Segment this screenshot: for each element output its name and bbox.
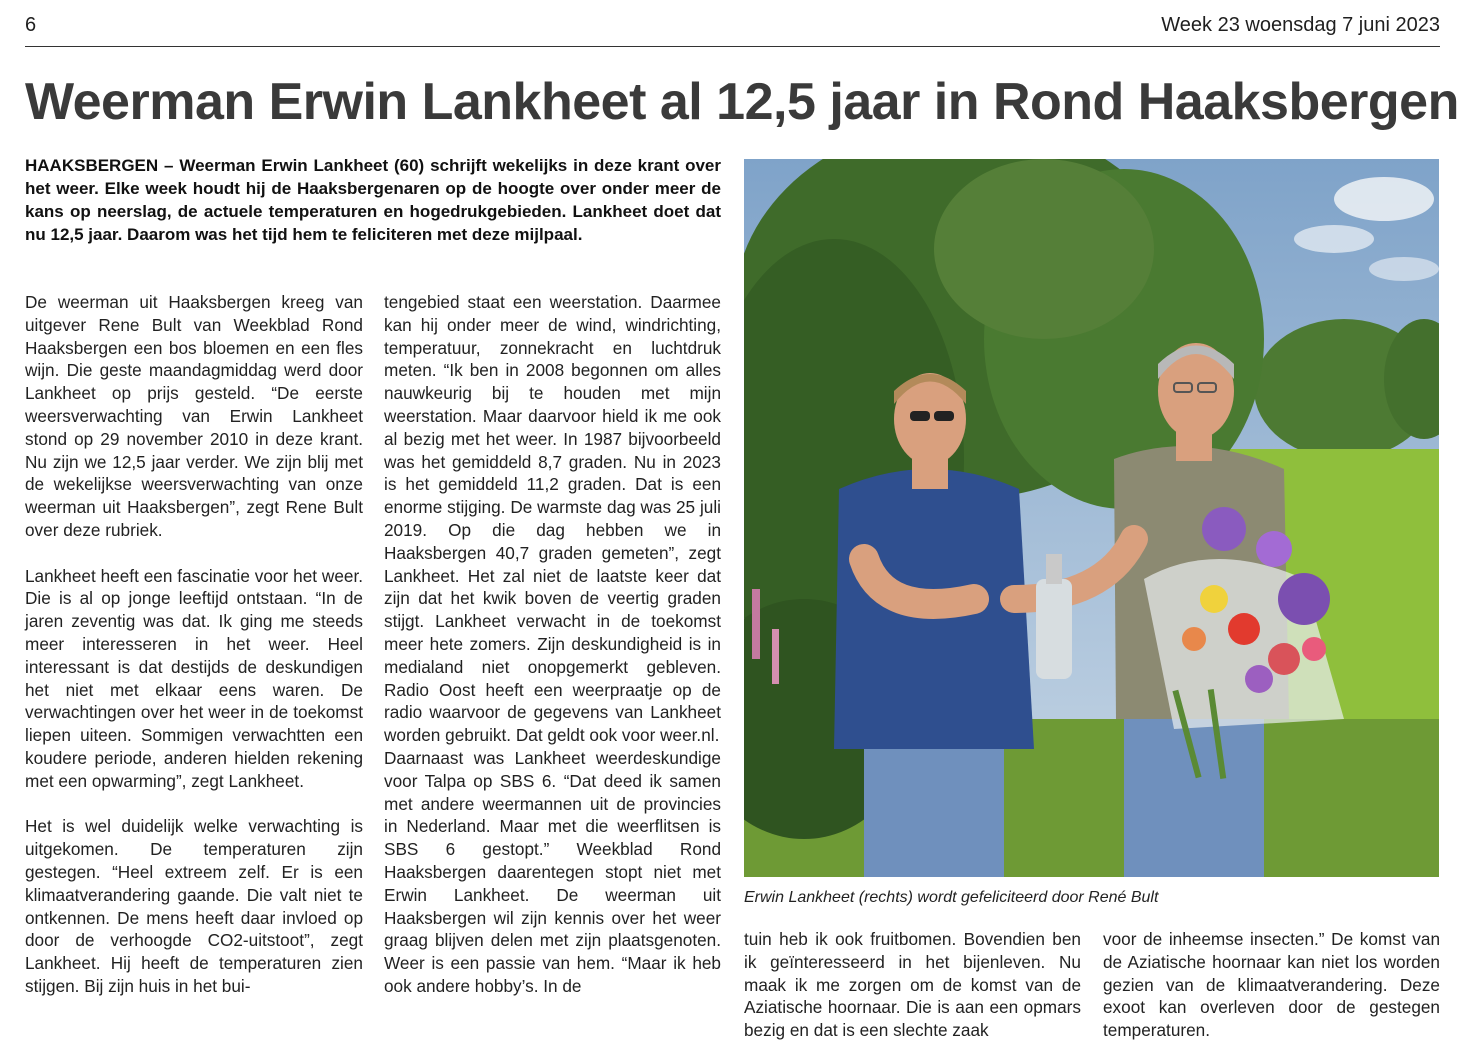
body-column-3 <box>744 928 1081 1042</box>
body-paragraph: Het is wel duidelijk welke verwachting is uitgekomen. De temperaturen zijn gestegen. “Heel extreem zelf. Er is een klimaatverandering gaande. Die valt niet te ontkennen. De mens heeft daar invloed op door de verhoogde CO2-uitstoot”, zegt Lankheet. Hij heeft de temperaturen zien stijgen. Bij zijn huis in het bui- <box>25 816 363 996</box>
lede-dateline: HAAKSBERGEN – <box>25 156 174 175</box>
body-column-1 <box>25 291 363 998</box>
body-paragraph: tengebied staat een weerstation. Daarmee kan hij onder meer de wind, windrichting, temperatuur, zonnekracht en luchtdruk meten. “Ik ben in 2008 begonnen om alles nauwkeurig bij te houden met mijn weerstation. Maar daarvoor hield ik me ook al bezig met het weer. In 1987 bijvoorbeeld was het gemiddeld 8,7 graden. Nu in 2023 is het gemiddeld 11,2 graden. Dat is een enorme stijging. De warmste dag was 25 juli 2019. Op die dag hebben we in Haaksbergen 40,7 graden gemeten”, zegt Lankheet. Het zal niet de laatste keer dat zijn dat het kwik boven de veertig graden stijgt. Lankheet verwacht in de toekomst meer hete zomers. Zijn deskundigheid is in medialand niet onopgemerkt gebleven. Radio Oost heeft een weerpraatje op de radio waarvoor de gegevens van Lankheet worden gebruikt. Dat geldt ook voor weer.nl. <box>384 292 721 746</box>
photo-caption: Erwin Lankheet (rechts) wordt gefeliciteerd door René Bult <box>744 889 1159 906</box>
lede-text: Weerman Erwin Lankheet (60) schrijft wekelijks in deze krant over het weer. Elke week houdt hij de Haaksbergenaren op de hoogte over onder meer de kans op neerslag, de actuele temperaturen en hogedrukgebieden. Lankheet doet dat nu 12,5 jaar. Daarom was het tijd hem te feliciteren met deze mijlpaal. <box>25 156 721 244</box>
photo-illustration <box>744 159 1439 877</box>
body-paragraph: tuin heb ik ook fruitbomen. Bovendien ben ik geïnteresseerd in het bijenleven. Nu maak ik me zorgen om de komst van de Aziatische hoornaar. Die is aan een opmars bezig en dat is een slechte zaak <box>744 929 1081 1041</box>
article-photo <box>744 159 1439 877</box>
page-number: 6 <box>25 14 37 36</box>
issue-date: Week 23 woensdag 7 juni 2023 <box>1161 14 1440 36</box>
article-headline: Weerman Erwin Lankheet al 12,5 jaar in Rond Haaksbergen <box>25 73 1459 131</box>
body-paragraph: Daarnaast was Lankheet weerdeskundige voor Talpa op SBS 6. “Dat deed ik samen met andere weermannen uit de provincies in Nederland. Maar met die weerflitsen is SBS 6 gestopt.” Weekblad Rond Haaksbergen daarentegen stopt niet met Erwin Lankheet. De weerman uit Haaksbergen wil zijn kennis over het weer graag blijven delen met zijn plaatsgenoten. Weer is een passie van hem. “Maar ik heb ook andere hobby’s. In de <box>384 747 721 996</box>
article-lede <box>25 154 721 246</box>
body-paragraph: Lankheet heeft een fascinatie voor het weer. Die is al op jonge leeftijd ontstaan. “In de jaren zeventig was dat. Ik ging me steeds meer interesseren in het weer. Heel interessant is dat destijds de deskundigen het niet met elkaar eens waren. De verwachtingen over het weer in de toekomst liepen uiteen. Sommigen verwachtten een koudere periode, anderen hielden rekening met een opwarming”, zegt Lankheet. <box>25 565 363 791</box>
body-paragraph: De weerman uit Haaksbergen kreeg van uitgever Rene Bult van Weekblad Rond Haaksbergen een bos bloemen en een fles wijn. Die geste maandagmiddag werd door Lankheet op prijs gesteld. “De eerste weersverwachting van Erwin Lankheet stond op 29 november 2010 in deze krant. Nu zijn we 12,5 jaar verder. We zijn blij met de wekelijkse weersverwachting van onze weerman uit Haaksbergen”, zegt Rene Bult over deze rubriek. <box>25 292 363 540</box>
body-column-2 <box>384 291 721 998</box>
header-rule <box>25 46 1440 47</box>
body-paragraph: voor de inheemse insecten.” De komst van de Aziatische hoornaar kan niet los worden gezien van de klimaatverandering. Deze exoot kan overleven door de gestegen temperaturen. <box>1103 929 1440 1041</box>
body-column-4 <box>1103 928 1440 1042</box>
